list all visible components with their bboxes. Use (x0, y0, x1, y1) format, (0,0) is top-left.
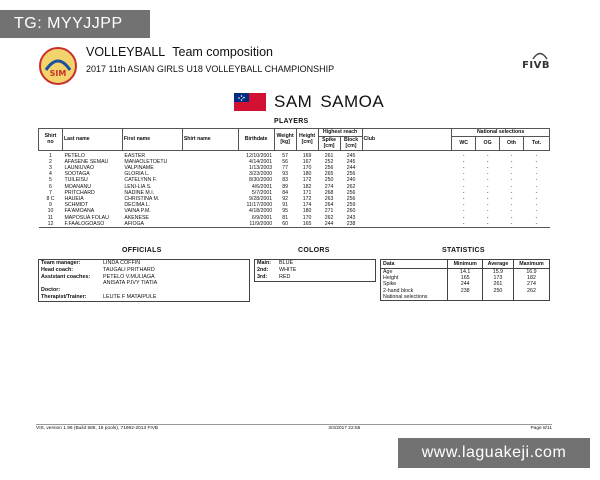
team-header (234, 91, 384, 113)
player-oth: - (510, 220, 513, 227)
player-block: 262 (346, 183, 356, 190)
stats-max: 16.9 (513, 269, 549, 276)
player-wc: - (462, 152, 465, 159)
player-wc: - (462, 220, 465, 227)
stats-header-avg: Average (482, 260, 513, 269)
player-height: 169 (302, 152, 312, 159)
footer-version: VIS, version 1.96 (Build 586, 16 pools), 71992-2013 FIVB (36, 426, 159, 431)
stats-max: 274 (513, 281, 549, 287)
player-og: - (486, 195, 489, 202)
player-weight: 93 (282, 171, 288, 178)
player-first-name: DECIMA L. (124, 202, 151, 209)
watermark-url: www.laguakeji.com (398, 438, 590, 468)
player-og: - (486, 158, 489, 165)
player-number: 12 (47, 220, 54, 227)
page-footer (36, 424, 552, 431)
player-block: 240 (346, 177, 356, 184)
header-og: OG (476, 136, 500, 150)
player-oth: - (510, 177, 513, 184)
player-birthdate: 6/9/2001 (251, 214, 273, 221)
header-height: Height [cm] (296, 129, 318, 151)
stats-min: 238 (448, 288, 483, 294)
stats-label: National selections (383, 293, 428, 300)
stats-row (381, 269, 549, 276)
stats-min: 244 (448, 281, 483, 287)
player-birthdate: 1/13/2003 (249, 164, 273, 171)
player-number: 1 (49, 152, 52, 159)
official-row (39, 280, 249, 287)
player-height: 171 (302, 189, 312, 196)
player-height: 172 (302, 195, 312, 202)
statistics-box (380, 259, 550, 301)
logo-text: SIM (49, 69, 67, 78)
player-block: 259 (346, 202, 356, 209)
stats-label: Height (383, 275, 399, 282)
player-birthdate: 4/18/2000 (249, 208, 273, 215)
player-spike: 256 (324, 164, 334, 171)
official-role: Assistant coaches: (41, 273, 91, 280)
player-wc: - (462, 202, 465, 209)
player-og: - (486, 177, 489, 184)
player-spike: 250 (324, 177, 334, 184)
player-last-name: LAUNIUVAO (64, 164, 95, 171)
player-block: 256 (346, 189, 356, 196)
header-shirt: Shirt no (39, 129, 63, 151)
player-og: - (486, 214, 489, 221)
official-name: ANISATA P.IVY TIATIA (103, 280, 158, 287)
player-wc: - (462, 189, 465, 196)
player-birthdate: 12/10/2001 (246, 152, 273, 159)
player-og: - (486, 189, 489, 196)
player-spike: 271 (324, 208, 334, 215)
player-tot: - (535, 152, 538, 159)
player-block: 245 (346, 152, 356, 159)
player-shirt-name (182, 150, 238, 159)
official-role: Team manager: (41, 260, 81, 266)
stats-max: 262 (513, 288, 549, 294)
player-og: - (486, 164, 489, 171)
player-og: - (486, 171, 489, 178)
player-shirt-name (182, 221, 238, 228)
player-tot: - (535, 177, 538, 184)
player-tot: - (535, 220, 538, 227)
player-first-name: EASTER (124, 152, 146, 159)
player-last-name: TUILEISU (64, 177, 88, 184)
player-club (362, 221, 452, 228)
stats-min: 14.1 (448, 269, 483, 276)
player-last-name: MAPOSUA FOLAU (64, 214, 109, 221)
stats-max (513, 294, 549, 300)
player-block: 243 (346, 214, 356, 221)
player-wc: - (462, 164, 465, 171)
player-birthdate: 4/6/2001 (251, 183, 273, 190)
stats-header-data: Data (381, 260, 448, 269)
player-tot: - (535, 171, 538, 178)
official-role: Head coach: (41, 266, 74, 273)
player-first-name: LENI-LIA S. (124, 183, 152, 190)
player-spike: 265 (324, 171, 334, 178)
player-spike: 274 (324, 183, 334, 190)
player-tot: - (535, 183, 538, 190)
channel-tag: TG: MYYJJPP (0, 10, 150, 38)
player-oth: - (510, 202, 513, 209)
player-oth: - (510, 164, 513, 171)
player-tot: - (535, 195, 538, 202)
player-block: 238 (346, 220, 356, 227)
player-birthdate: 11/17/2000 (246, 202, 273, 209)
official-name: LEUTE F MATAIPULE (103, 293, 157, 300)
player-birthdate: 9/28/2001 (249, 195, 273, 202)
player-birthdate: 8/30/2000 (249, 177, 273, 184)
color-kit-value: WHITE (279, 267, 297, 273)
player-last-name: PETELO (64, 152, 85, 159)
player-birthdate: 3/23/2000 (249, 171, 273, 178)
header-wc: WC (452, 136, 476, 150)
official-name: PETELO V.MULIAGA (103, 273, 155, 280)
official-row (39, 267, 249, 274)
player-last-name: SOOTAGA (64, 171, 90, 178)
player-last-name: PRITCHARD (64, 189, 95, 196)
officials-title: OFFICIALS (122, 247, 162, 254)
player-club (362, 150, 452, 159)
team-code: SAM (274, 92, 313, 111)
color-kit-label: 2nd: (257, 267, 269, 273)
header-shirt-name: Shirt name (182, 129, 238, 151)
player-weight: 89 (282, 183, 288, 190)
player-wc: - (462, 171, 465, 178)
player-og: - (486, 220, 489, 227)
player-spike: 264 (324, 202, 334, 209)
stats-header-min: Minimum (448, 260, 483, 269)
player-tot: - (535, 164, 538, 171)
stats-min (448, 294, 483, 300)
stats-avg: 173 (482, 275, 513, 281)
player-wc: - (462, 177, 465, 184)
player-birthdate: 5/7/2001 (251, 189, 273, 196)
team-composition-sheet (34, 40, 564, 440)
player-row (39, 150, 550, 159)
document-title (86, 45, 273, 59)
header-first-name: First name (122, 129, 182, 151)
header-club: Club (362, 129, 452, 151)
statistics-table (381, 260, 549, 300)
player-number: 6 (49, 183, 52, 190)
player-block: 256 (346, 171, 356, 178)
header-national-selections: National selections (452, 129, 550, 137)
player-block: 245 (346, 158, 356, 165)
player-first-name: AFIOGA (124, 220, 144, 227)
color-kit-value: BLUE (279, 260, 294, 266)
stats-body (381, 269, 549, 301)
player-oth: - (510, 214, 513, 221)
player-height: 167 (302, 158, 312, 165)
official-row (39, 260, 249, 267)
player-wc: - (462, 158, 465, 165)
player-oth: - (510, 158, 513, 165)
header-highest-reach: Highest reach (318, 129, 362, 137)
player-tot: - (535, 158, 538, 165)
player-first-name: CATELYNN F. (124, 177, 157, 184)
official-role: Doctor: (41, 287, 61, 294)
title-main: VOLLEYBALL (86, 45, 165, 59)
header-last-name: Last name (62, 129, 122, 151)
player-birthdate: 4/14/2001 (249, 158, 273, 165)
official-row (39, 287, 249, 294)
player-number: 5 (49, 177, 52, 184)
stats-label: Age (383, 269, 393, 275)
header-weight: Weight [kg] (274, 129, 296, 151)
title-sub: Team composition (172, 45, 273, 59)
player-first-name: VALPINAME (124, 164, 154, 171)
player-weight: 95 (282, 208, 288, 215)
stats-avg: 250 (482, 288, 513, 294)
player-number: 4 (49, 171, 52, 178)
official-row (39, 274, 249, 281)
player-weight: 91 (282, 202, 288, 209)
player-height: 172 (302, 177, 312, 184)
official-name: LINDA COFFIN (103, 260, 141, 266)
player-weight: 60 (282, 220, 288, 227)
player-height: 180 (302, 171, 312, 178)
player-oth: - (510, 152, 513, 159)
stats-row (381, 294, 549, 300)
championship-name: 2017 11th ASIAN GIRLS U18 VOLLEYBALL CHAMPIONSHIP (86, 64, 335, 74)
player-tot: - (535, 208, 538, 215)
stats-min: 165 (448, 275, 483, 281)
fivb-text: FIVB (522, 60, 550, 71)
player-last-name: FA'AMOANA (64, 208, 95, 215)
header-spike: Spike [cm] (318, 136, 340, 150)
color-row (255, 260, 375, 267)
footer-page: Page 8/11 (530, 426, 552, 431)
player-oth: - (510, 208, 513, 215)
stats-label: 2-hand block (383, 287, 414, 294)
player-row (39, 221, 550, 228)
player-number: 11 (47, 214, 54, 221)
championship-logo-icon (38, 46, 78, 86)
player-wc: - (462, 195, 465, 202)
players-table (38, 128, 550, 228)
player-weight: 81 (282, 214, 288, 221)
player-height: 174 (302, 202, 312, 209)
color-row (255, 274, 375, 281)
statistics-title: STATISTICS (442, 247, 485, 254)
player-wc: - (462, 208, 465, 215)
player-last-name: HAUEIA (64, 195, 84, 202)
player-first-name: GLORIA L. (124, 171, 150, 178)
players-body (39, 150, 550, 227)
player-last-name: SCHMIDT (64, 202, 89, 209)
player-spike: 252 (324, 158, 334, 165)
player-tot: - (535, 202, 538, 209)
stats-avg (482, 294, 513, 300)
official-role (41, 280, 103, 287)
player-wc: - (462, 183, 465, 190)
player-og: - (486, 208, 489, 215)
player-weight: 57 (282, 152, 288, 159)
team-country: SAMOA (320, 92, 385, 111)
player-spike: 263 (324, 195, 334, 202)
player-spike: 268 (324, 189, 334, 196)
player-last-name: AFASENE SEMAU (64, 158, 109, 165)
player-oth: - (510, 171, 513, 178)
player-number: 8 C (46, 195, 55, 202)
player-first-name: CHRISTINA M. (124, 195, 160, 202)
player-weight: 84 (282, 189, 288, 196)
stats-header-max: Maximum (513, 260, 549, 269)
player-oth: - (510, 183, 513, 190)
fivb-ball-icon (532, 50, 548, 60)
header-birthdate: Birthdate (238, 129, 274, 151)
team-name (274, 92, 384, 112)
player-tot: - (535, 214, 538, 221)
player-wc: - (462, 214, 465, 221)
color-kit-label: 3rd: (257, 274, 268, 280)
player-first-name: MANAOLETOETU (124, 158, 168, 165)
player-number: 2 (49, 158, 52, 165)
player-weight: 77 (282, 164, 288, 171)
player-number: 10 (47, 208, 54, 215)
player-last-name: F.FAALOGOASO (64, 220, 105, 227)
player-height: 180 (302, 208, 312, 215)
player-weight: 92 (282, 195, 288, 202)
player-block: 244 (346, 164, 356, 171)
samoa-flag-icon (234, 93, 266, 111)
footer-timestamp: 3/4/2017 22:55 (328, 426, 361, 431)
official-row (39, 294, 249, 301)
header-tot: Tot. (523, 136, 549, 150)
player-height: 182 (302, 183, 312, 190)
player-oth: - (510, 195, 513, 202)
player-spike: 244 (324, 220, 334, 227)
player-number: 9 (49, 202, 52, 209)
fivb-logo (514, 50, 550, 72)
official-role: Therapist/Trainer: (41, 293, 87, 300)
player-birthdate: 11/9/2000 (249, 220, 273, 227)
official-name: TAUGALI PRITHARD (103, 266, 155, 273)
player-height: 165 (302, 220, 312, 227)
player-og: - (486, 202, 489, 209)
player-height: 170 (302, 214, 312, 221)
player-weight: 83 (282, 177, 288, 184)
player-og: - (486, 183, 489, 190)
colors-box (254, 259, 376, 282)
player-weight: 56 (282, 158, 288, 165)
colors-title: COLORS (298, 247, 330, 254)
player-block: 256 (346, 195, 356, 202)
stats-avg: 261 (482, 281, 513, 287)
color-kit-label: Main: (257, 260, 272, 266)
officials-box (38, 259, 250, 302)
player-tot: - (535, 189, 538, 196)
player-first-name: VAINA P.M. (124, 208, 151, 215)
player-height: 170 (302, 164, 312, 171)
stats-max: 182 (513, 275, 549, 281)
player-number: 7 (49, 189, 52, 196)
player-block: 260 (346, 208, 356, 215)
header-block: Block [cm] (340, 136, 362, 150)
player-number: 3 (49, 164, 52, 171)
header-oth: Oth (500, 136, 524, 150)
player-spike: 261 (324, 152, 334, 159)
player-spike: 262 (324, 214, 334, 221)
stats-label: Spike (383, 281, 397, 288)
color-kit-value: RED (279, 274, 291, 280)
player-oth: - (510, 189, 513, 196)
player-first-name: NADINE M.I. (124, 189, 155, 196)
player-og: - (486, 152, 489, 159)
player-last-name: MOANANU (64, 183, 91, 190)
stats-avg: 15.9 (482, 269, 513, 276)
player-first-name: AKENESE (124, 214, 149, 221)
players-title: PLAYERS (274, 118, 309, 125)
color-row (255, 267, 375, 274)
